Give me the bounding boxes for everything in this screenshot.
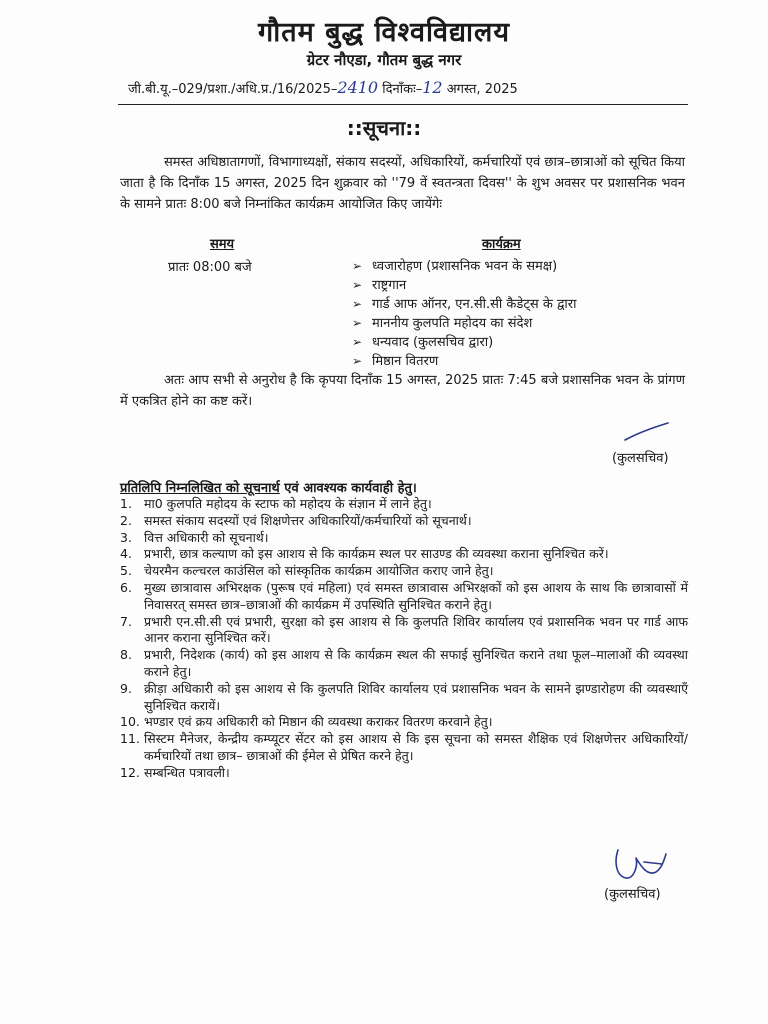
reference-number-handwritten: 2410 <box>337 78 379 97</box>
list-item <box>120 563 688 580</box>
list-item-number: 3. <box>120 529 132 545</box>
date-day-handwritten: 12 <box>422 78 443 97</box>
list-item-text: मा0 कुलपति महोदय के स्टाफ को महोदय के संज्ञान में लाने हेतु। <box>144 496 432 511</box>
list-item-text: सिस्टम मैनेजर, केन्द्रीय कम्प्यूटर सेंटर को इस आशय से कि इस सूचना को समस्त शैक्षिक एवं शिक्षणेत्तर अधिकारियों/कर्मचारियों तथा छात्र– छात्राओं की ईमेल से प्रेषित करने हेतु। <box>144 731 688 763</box>
programme-item-text: मिष्ठान वितरण <box>372 354 439 369</box>
list-item-text: प्रभारी एन.सी.सी एवं प्रभारी, सुरक्षा को इस आशय से कि कुलपति शिविर कार्यालय एवं प्रशासनिक भवन पर गार्ड आफ आनर कराना सुनिश्चित करें। <box>144 613 688 646</box>
date-label: दिनाँकः– <box>382 82 423 97</box>
list-item-number: 10. <box>120 714 140 730</box>
reference-prefix: जी.बी.यू.–029/प्रशा./अधि.प्र./16/2025– <box>128 82 338 97</box>
list-item-number: 4. <box>120 546 132 562</box>
request-paragraph: अतः आप सभी से अनुरोध है कि कृपया दिनाँक 15 अगस्त, 2025 प्रातः 7:45 बजे प्रशासनिक भवन के प्रांगण में एकत्रित होने का कष्ट करें। <box>120 373 685 409</box>
list-item-number: 9. <box>120 680 132 696</box>
schedule-time-header: समय <box>210 237 235 252</box>
list-item <box>120 496 688 513</box>
copy-heading-rest: एवं आवश्यक कार्यवाही हेतु। <box>279 481 417 496</box>
arrow-bullet-icon: ➢ <box>352 316 363 330</box>
signature-scribble-icon <box>604 842 684 886</box>
list-item-number: 5. <box>120 563 132 579</box>
list-item-number: 7. <box>120 613 132 629</box>
list-item <box>120 765 688 782</box>
list-item-text: समस्त संकाय सदस्यों एवं शिक्षणेत्तर अधिकारियों/कर्मचारियों को सूचनार्थ। <box>144 512 472 528</box>
arrow-bullet-icon: ➢ <box>352 259 363 273</box>
programme-item <box>352 295 576 314</box>
list-item-number: 2. <box>120 512 132 528</box>
list-item-text: सम्बन्धित पत्रावली। <box>144 764 230 780</box>
list-item-number: 11. <box>120 731 140 747</box>
list-item-text: क्रीड़ा अधिकारी को इस आशय से कि कुलपति शिविर कार्यालय एवं प्रशासनिक भवन के सामने झण्डारोहण की व्यवस्थाएँ सुनिश्चित करायें। <box>144 680 688 713</box>
programme-item <box>352 257 576 276</box>
date-month-year: अगस्त, 2025 <box>446 82 518 97</box>
copy-recipient-list <box>120 496 688 782</box>
arrow-bullet-icon: ➢ <box>352 335 363 349</box>
programme-item <box>352 276 576 295</box>
signatory-registrar: (कुलसचिव) <box>612 451 669 466</box>
programme-item-text: धन्यवाद (कुलसचिव द्वारा) <box>372 335 494 350</box>
list-item <box>120 513 688 530</box>
header-divider <box>118 104 688 105</box>
list-item <box>120 681 688 715</box>
list-item <box>120 530 688 547</box>
arrow-bullet-icon: ➢ <box>352 354 363 368</box>
list-item-text: भण्डार एवं क्रय अधिकारी को मिष्ठान की व्यवस्था कराकर वितरण करवाने हेतु। <box>144 714 493 730</box>
arrow-bullet-icon: ➢ <box>352 278 363 292</box>
copy-heading <box>120 478 417 496</box>
list-item-text: चेयरमैन कल्चरल काउंसिल को सांस्कृतिक कार्यक्रम आयोजित कराए जाने हेतु। <box>144 563 494 579</box>
reference-line <box>128 78 688 97</box>
list-item-text: वित्त अधिकारी को सूचनार्थ। <box>144 529 269 545</box>
programme-item <box>352 352 576 371</box>
list-item-text: प्रभारी, निदेशक (कार्य) को इस आशय से कि कार्यक्रम स्थल की सफाई सुनिश्चित कराने तथा फूल–मालाओं की व्यवस्था कराने हेतु। <box>144 647 688 679</box>
programme-item <box>352 314 576 333</box>
list-item <box>120 647 688 681</box>
signatory-registrar-final: (कुलसचिव) <box>604 887 661 902</box>
programme-item-text: गार्ड आफ ऑनर, एन.सी.सी कैडेट्स के द्वारा <box>372 297 577 312</box>
list-item-number: 8. <box>120 647 132 663</box>
list-item-number: 12. <box>120 764 140 780</box>
schedule-time-value: प्रातः 08:00 बजे <box>168 260 252 275</box>
list-item <box>120 546 688 563</box>
arrow-bullet-icon: ➢ <box>352 297 363 311</box>
list-item-text: प्रभारी, छात्र कल्याण को इस आशय से कि कार्यक्रम स्थल पर साउण्ड की व्यवस्था कराना सुनिश्चित करें। <box>144 546 609 562</box>
programme-item <box>352 333 576 352</box>
list-item-number: 6. <box>120 579 132 595</box>
university-location: ग्रेटर नौएडा, गौतम बुद्ध नगर <box>306 51 462 69</box>
intro-paragraph: समस्त अधिष्ठातागणों, विभागाध्यक्षों, संकाय सदस्यों, अधिकारियों, कर्मचारियों एवं छात्र–छात्राओं को सूचित किया जाता है कि दिनाँक 15 अगस्त, 2025 दिन शुक्रवार को ''79 वें स्वतन्त्रता दिवस'' के शुभ अवसर पर प्रशासनिक भवन के सामने प्रातः 8:00 बजे निम्नांकित कार्यक्रम आयोजित किए जायेंगेः <box>120 155 685 212</box>
notice-title: ::सूचना:: <box>346 116 422 140</box>
list-item <box>120 731 688 765</box>
copy-heading-underlined: प्रतिलिपि निम्नलिखित को सूचनार्थ <box>120 481 280 496</box>
list-item-text: मुख्य छात्रावास अभिरक्षक (पुरूष एवं महिला) एवं समस्त छात्रावास अभिरक्षकों को इस आशय के साथ कि छात्रावासों में निवासरत् समस्त छात्र–छात्राओं की कार्यक्रम में उपस्थिति सुनिश्चित कराने हेतु। <box>144 579 688 612</box>
programme-item-text: माननीय कुलपति महोदय का संदेश <box>372 316 533 331</box>
list-item <box>120 580 688 614</box>
programme-list <box>352 257 576 371</box>
list-item <box>120 714 688 731</box>
list-item-number: 1. <box>120 496 132 511</box>
programme-item-text: राष्ट्रगान <box>372 278 407 293</box>
programme-item-text: ध्वजारोहण (प्रशासनिक भवन के समक्ष) <box>372 259 558 274</box>
schedule-programme-header: कार्यक्रम <box>482 237 521 252</box>
list-item <box>120 614 688 648</box>
university-name: गौतम बुद्ध विश्वविद्यालय <box>258 17 510 48</box>
signature-stroke-icon <box>622 420 672 444</box>
